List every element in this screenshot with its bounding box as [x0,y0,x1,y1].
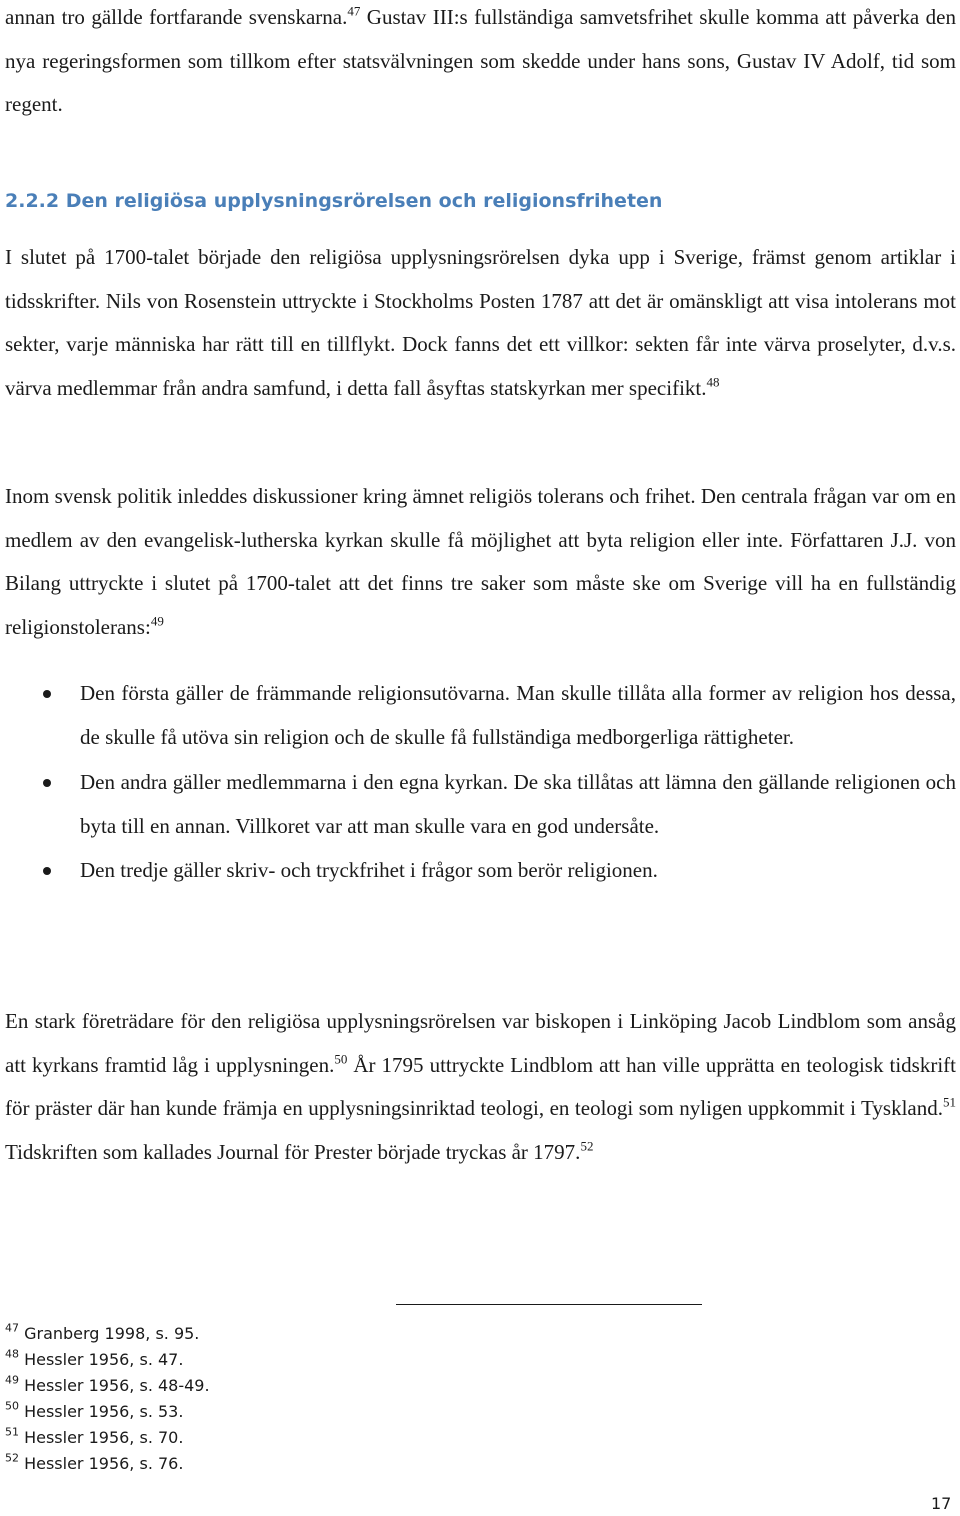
footnote-item [5,1425,605,1451]
footnote-ref-49[interactable]: 49 [150,613,164,629]
list-item [5,672,956,759]
footnote-number: 48 [5,1347,19,1361]
footnote-item [5,1347,605,1373]
list-item-text: Den första gäller de främmande religionsutövarna. Man skulle tillåta alla former av religion hos dessa, de skulle få utöva sin religion och de skulle få fullständiga medborgerliga rättigheter. [80,681,956,749]
footnote-ref-51[interactable]: 51 [943,1094,956,1110]
footnote-divider [396,1304,702,1305]
paragraph-bilang [5,475,956,649]
paragraph-lindblom [5,1000,956,1174]
bullet-icon [43,779,51,787]
footnote-number: 52 [5,1450,19,1464]
footnote-text: Hessler 1956, s. 48-49. [19,1375,210,1395]
bullet-list [5,672,956,893]
footnote-number: 51 [5,1424,19,1438]
paragraph-text: År 1795 uttryckte Lindblom att han ville upprätta en teologisk tidskrift för präster där han kunde främja en upplysningsinriktad teologi, en teologi som nyligen uppkommit i Tyskland. [5,1052,956,1121]
footnote-number: 50 [5,1399,19,1413]
footnote-item [5,1373,605,1399]
paragraph-text: I slutet på 1700-talet började den religiösa upplysningsrörelsen dyka upp i Sverige, främst genom artiklar i tidsskrifter. Nils von Rosenstein uttryckte i Stockholms Posten 1787 att det är omänskligt att visa intolerans mot sekter, varje människa har rätt till en tillflykt. Dock fanns det ett villkor: sekten får inte värva proselyter, d.v.s. värva medlemmar från andra samfund, i detta fall åsyftas statskyrkan mer specifikt. [5,245,956,400]
list-item [5,849,956,893]
footnote-item [5,1399,605,1425]
bullet-icon [43,867,51,875]
paragraph-intro [5,0,956,127]
footnote-number: 49 [5,1373,19,1387]
page-number: 17 [931,1494,952,1513]
bullet-icon [43,690,51,698]
list-item-text: Den tredje gäller skriv- och tryckfrihet i frågor som berör religionen. [80,858,658,883]
list-item-text: Den andra gäller medlemmarna i den egna kyrkan. De ska tillåtas att lämna den gällande religionen och byta till en annan. Villkoret var att man skulle vara en god undersåte. [80,770,956,838]
paragraph-text: Tidskriften som kallades Journal för Prester började tryckas år 1797. [5,1139,581,1164]
footnote-text: Hessler 1956, s. 76. [19,1453,184,1473]
paragraph-text: En stark företrädare för den religiösa upplysningsrörelsen var biskopen i Linköping Jacob Lindblom som ansåg att kyrkans framtid låg i upplysningen. [5,1009,956,1077]
footnote-ref-50[interactable]: 50 [334,1051,348,1067]
footnote-number: 47 [5,1321,19,1335]
footnote-text: Granberg 1998, s. 95. [19,1324,200,1343]
footnote-ref-52[interactable]: 52 [580,1138,594,1154]
paragraph-text: Gustav III:s fullständiga samvetsfrihet skulle komma att påverka den nya regeringsformen som tillkom efter statsvälvningen som skedde under hans sons, Gustav IV Adolf, tid som regent. [5,5,956,117]
footnote-ref-48[interactable]: 48 [706,374,720,390]
footnote-text: Hessler 1956, s. 70. [19,1427,184,1447]
footnote-text: Hessler 1956, s. 53. [19,1401,184,1421]
paragraph-text: Inom svensk politik inleddes diskussioner kring ämnet religiös tolerans och frihet. Den centrala frågan var om en medlem av den evangelisk-lutherska kyrkan skulle få möjlighet att byta religion eller inte. Författaren J.J. von Bilang uttryckte i slutet på 1700-talet att det finns tre saker som måste ske om Sverige vill ha en fullständig religionstolerans: [5,484,956,639]
footnotes [5,1321,605,1476]
paragraph-text: annan tro gällde fortfarande svenskarna. [5,5,348,29]
paragraph-rosenstein [5,236,956,410]
footnote-item [5,1451,605,1477]
footnote-item [5,1321,605,1347]
footnote-ref-47[interactable]: 47 [347,3,361,19]
section-heading: 2.2.2 Den religiösa upplysningsrörelsen och religionsfriheten [5,190,663,212]
footnote-text: Hessler 1956, s. 47. [19,1349,184,1369]
list-item [5,761,956,848]
